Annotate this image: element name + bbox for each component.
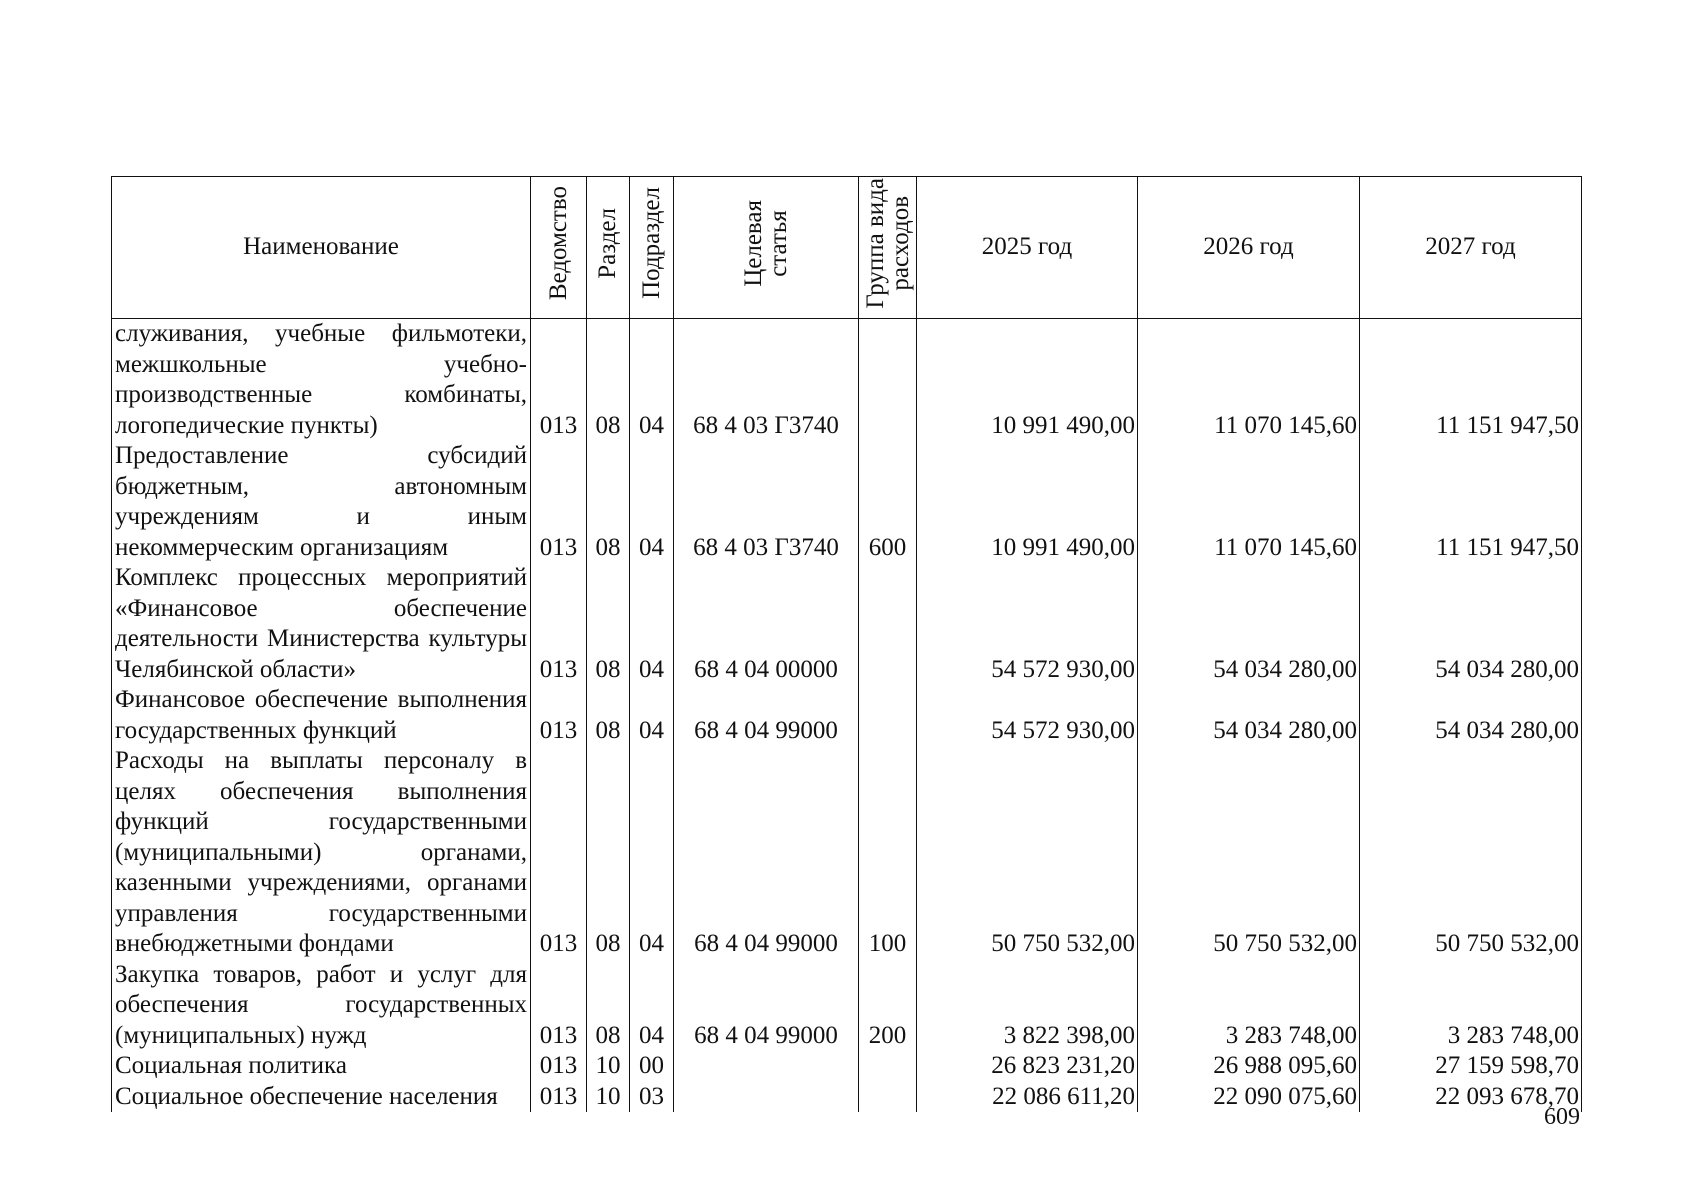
header-2025 <box>917 177 1138 319</box>
row-celevaya <box>674 1082 859 1113</box>
header-celevaya-text <box>741 200 791 287</box>
header-2026-text: 2026 год <box>1203 233 1294 261</box>
header-2025-text: 2025 год <box>981 233 1073 261</box>
row-2027: 11 151 947,50 <box>1360 441 1582 563</box>
budget-table <box>111 176 1582 1112</box>
row-2026: 11 070 145,60 <box>1138 441 1360 563</box>
header-vedomstvo <box>531 177 587 319</box>
row-2025: 10 991 490,00 <box>917 441 1138 563</box>
row-vedomstvo: 013 <box>531 441 587 563</box>
row-gruppa: 200 <box>859 960 917 1052</box>
table-header <box>112 177 1582 319</box>
row-2026: 26 988 095,60 <box>1138 1051 1360 1082</box>
table-body <box>112 319 1582 1113</box>
page-number: 609 <box>1544 1104 1580 1130</box>
header-2026 <box>1138 177 1360 319</box>
row-2025: 26 823 231,20 <box>917 1051 1138 1082</box>
row-podrazdel: 00 <box>630 1051 674 1082</box>
row-name: Комплекс процессных мероприятий «Финансовое обеспечение деятельности Министерства культуры Челябинской области» <box>112 563 531 685</box>
row-2025: 54 572 930,00 <box>917 563 1138 685</box>
row-name: Закупка товаров, работ и услуг для обеспечения государственных (муниципальных) нужд <box>112 960 531 1052</box>
row-2026: 54 034 280,00 <box>1138 563 1360 685</box>
row-2027: 22 093 678,70 <box>1360 1082 1582 1113</box>
table-row <box>112 563 1582 685</box>
row-2027: 27 159 598,70 <box>1360 1051 1582 1082</box>
header-row <box>112 177 1582 319</box>
row-celevaya: 68 4 04 99000 <box>674 960 859 1052</box>
header-2027 <box>1360 177 1582 319</box>
header-celevaya-line2: статья <box>765 209 792 277</box>
row-razdel: 10 <box>587 1082 630 1113</box>
row-2025: 50 750 532,00 <box>917 746 1138 960</box>
table-row <box>112 319 1582 442</box>
row-gruppa <box>859 685 917 746</box>
row-celevaya: 68 4 04 00000 <box>674 563 859 685</box>
row-name: Социальная политика <box>112 1051 531 1082</box>
header-gruppa-line2: расходов <box>886 195 914 291</box>
table-row <box>112 685 1582 746</box>
row-podrazdel: 04 <box>630 746 674 960</box>
row-2027: 54 034 280,00 <box>1360 563 1582 685</box>
row-2026: 11 070 145,60 <box>1138 319 1360 442</box>
table-row <box>112 441 1582 563</box>
row-2025: 22 086 611,20 <box>917 1082 1138 1113</box>
header-gruppa-vida <box>859 177 917 319</box>
row-gruppa <box>859 1082 917 1113</box>
row-razdel: 08 <box>587 960 630 1052</box>
row-podrazdel: 04 <box>630 960 674 1052</box>
row-2027: 50 750 532,00 <box>1360 746 1582 960</box>
row-vedomstvo: 013 <box>531 685 587 746</box>
row-podrazdel: 04 <box>630 319 674 442</box>
header-vedomstvo-text: Ведомство <box>544 186 572 301</box>
header-celevaya-statya <box>674 177 859 319</box>
header-podrazdel-text: Подраздел <box>637 187 665 300</box>
row-2025: 54 572 930,00 <box>917 685 1138 746</box>
row-celevaya: 68 4 04 99000 <box>674 746 859 960</box>
row-razdel: 08 <box>587 319 630 442</box>
row-2025: 3 822 398,00 <box>917 960 1138 1052</box>
row-name: Социальное обеспечение населения <box>112 1082 531 1113</box>
row-2026: 54 034 280,00 <box>1138 685 1360 746</box>
row-celevaya: 68 4 03 Г3740 <box>674 441 859 563</box>
row-podrazdel: 04 <box>630 441 674 563</box>
row-razdel: 08 <box>587 685 630 746</box>
table-row <box>112 1082 1582 1113</box>
row-razdel: 08 <box>587 563 630 685</box>
header-2027-text: 2027 год <box>1425 233 1516 261</box>
row-celevaya: 68 4 03 Г3740 <box>674 319 859 442</box>
row-2027: 3 283 748,00 <box>1360 960 1582 1052</box>
header-podrazdel <box>630 177 674 319</box>
row-podrazdel: 04 <box>630 685 674 746</box>
row-name: Финансовое обеспечение выполнения государственных функций <box>112 685 531 746</box>
row-name: служивания, учебные фильмотеки, межшкольные учебно-производственные комбинаты, логопедические пункты) <box>112 319 531 442</box>
header-razdel <box>587 177 630 319</box>
row-2027: 54 034 280,00 <box>1360 685 1582 746</box>
row-vedomstvo: 013 <box>531 746 587 960</box>
table-row <box>112 960 1582 1052</box>
row-2026: 50 750 532,00 <box>1138 746 1360 960</box>
row-2027: 11 151 947,50 <box>1360 319 1582 442</box>
row-vedomstvo: 013 <box>531 960 587 1052</box>
row-2025: 10 991 490,00 <box>917 319 1138 442</box>
row-podrazdel: 04 <box>630 563 674 685</box>
row-2026: 22 090 075,60 <box>1138 1082 1360 1113</box>
row-razdel: 10 <box>587 1051 630 1082</box>
row-razdel: 08 <box>587 746 630 960</box>
table-row <box>112 1051 1582 1082</box>
row-2026: 3 283 748,00 <box>1138 960 1360 1052</box>
row-gruppa <box>859 563 917 685</box>
row-vedomstvo: 013 <box>531 563 587 685</box>
header-name <box>112 177 531 319</box>
table-row <box>112 746 1582 960</box>
row-gruppa: 100 <box>859 746 917 960</box>
header-razdel-text: Раздел <box>594 207 621 279</box>
row-gruppa: 600 <box>859 441 917 563</box>
row-celevaya <box>674 1051 859 1082</box>
row-name: Расходы на выплаты персоналу в целях обеспечения выполнения функций государственными (муниципальными) органами, казенными учреждениями, органами управления государственными внебюджетными фондами <box>112 746 531 960</box>
row-celevaya: 68 4 04 99000 <box>674 685 859 746</box>
row-gruppa <box>859 1051 917 1082</box>
header-name-text: Наименование <box>243 233 399 261</box>
row-podrazdel: 03 <box>630 1082 674 1113</box>
header-gruppa-line1: Группа вида <box>861 177 889 309</box>
row-gruppa <box>859 319 917 442</box>
header-celevaya-line1: Целевая <box>740 199 767 287</box>
row-vedomstvo: 013 <box>531 1082 587 1113</box>
header-gruppa-text <box>863 178 913 309</box>
row-vedomstvo: 013 <box>531 1051 587 1082</box>
row-vedomstvo: 013 <box>531 319 587 442</box>
row-name: Предоставление субсидий бюджетным, автономным учреждениям и иным некоммерческим организациям <box>112 441 531 563</box>
row-razdel: 08 <box>587 441 630 563</box>
